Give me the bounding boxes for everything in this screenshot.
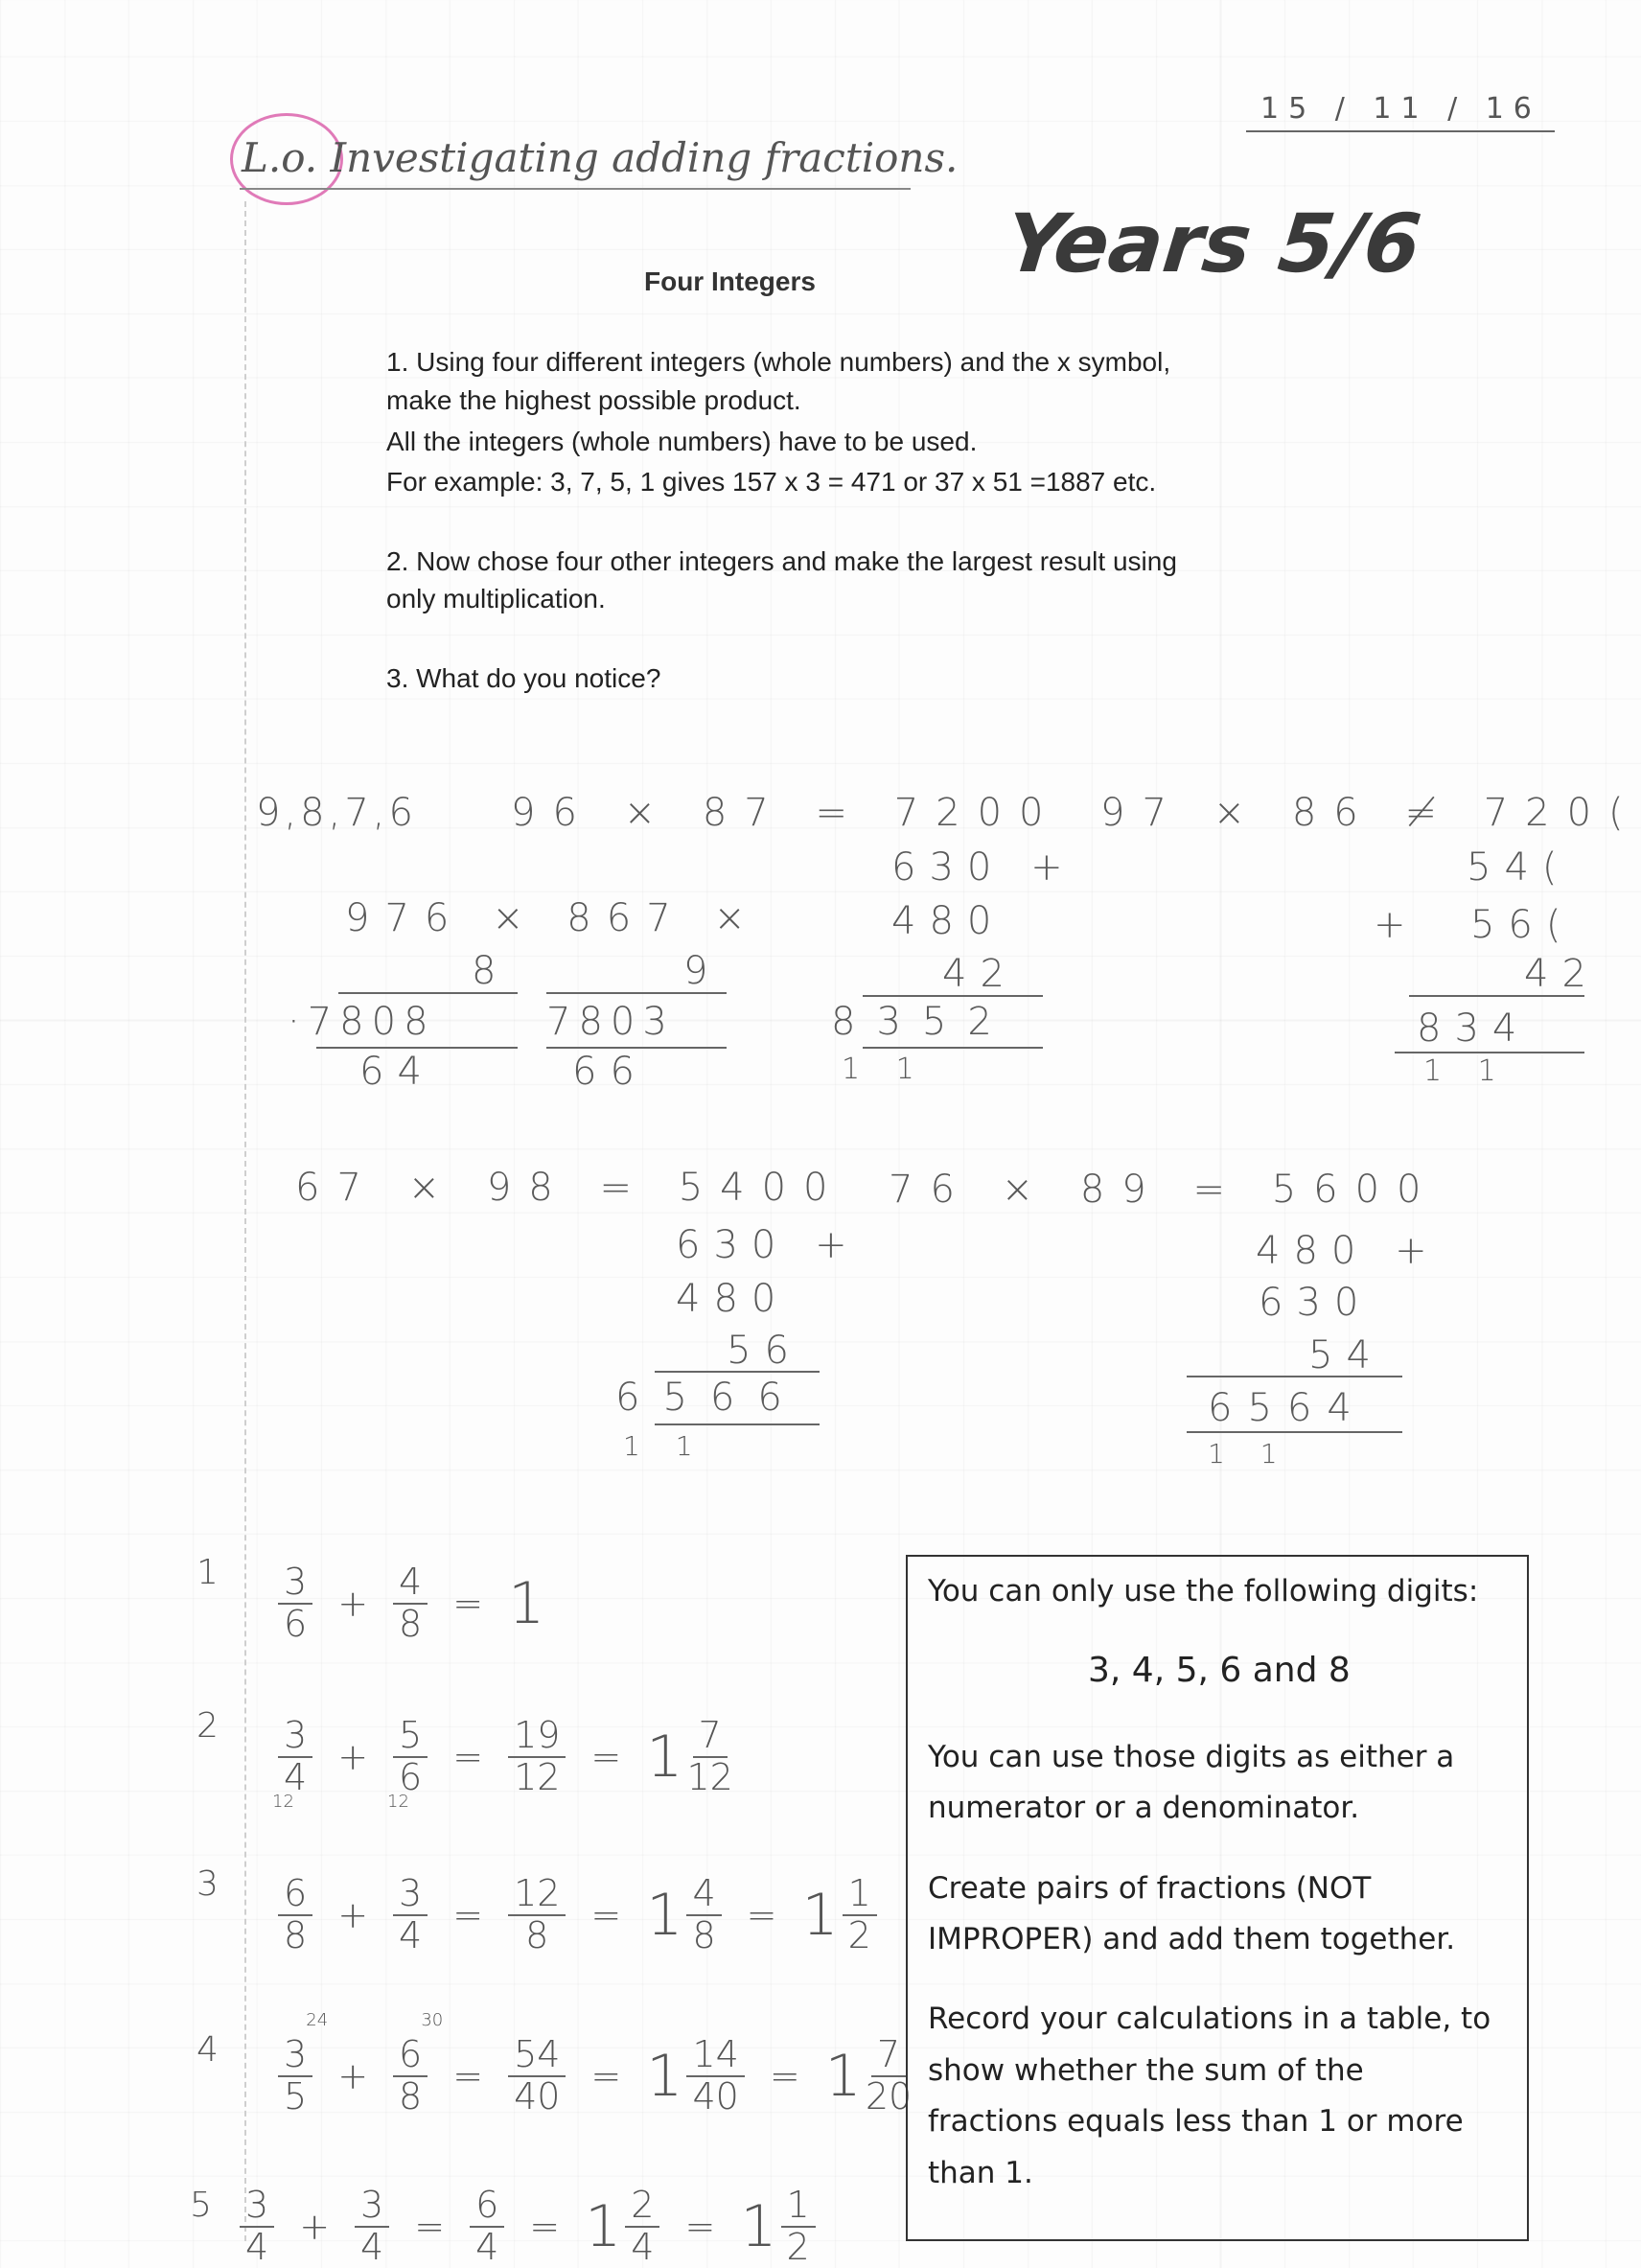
fraction [240,2186,274,2268]
lo-label: L.o. [242,134,318,181]
multiplication-row: 976 × 867 × [345,896,761,940]
task-text: You can use those digits as either a [928,1740,1455,1774]
fraction-row [240,2186,816,2268]
scaled-numerator-note: 30 [421,2010,444,2030]
denominator: 8 [284,1913,308,1956]
denominator: 8 [525,1913,549,1956]
numerator: 3 [355,2186,389,2228]
operator: + [337,1582,369,1625]
operator: = [452,1893,484,1936]
fraction [686,1874,721,1956]
denominator: 8 [692,1913,716,1956]
equation-4: 76 × 89 = 5600 [889,1168,1439,1212]
denominator: 12 [514,1755,561,1798]
sum-line [1187,1431,1402,1433]
mixed-number [646,1716,733,1798]
learning-objective [242,134,958,181]
operator: = [590,1893,622,1936]
fraction [355,2186,389,2268]
fraction [272,1714,312,1812]
carry: 1 1 [1423,1054,1510,1088]
product-line [546,992,727,994]
sum-line [1395,1052,1584,1053]
denominator: 4 [284,1755,308,1798]
numerator: 3 [240,2186,274,2228]
sum-line [863,995,1043,997]
denominator: 6 [399,1755,423,1798]
numerator: 6 [278,1874,312,1916]
partial: 630 [1259,1281,1373,1325]
whole-part: 1 [646,1881,683,1949]
numerator: 3 [393,1874,428,1916]
denominator: 8 [399,2074,423,2118]
operator: = [452,1582,484,1625]
mixed-number [646,2035,745,2118]
instruction-line: For example: 3, 7, 5, 1 gives 157 x 3 = 471 or 37 x 51 =1887 etc. [386,467,1157,497]
mixed-number [740,2186,815,2268]
equation-3: 67 × 98 = 5400 [295,1166,845,1210]
carry: 1 1 [842,1053,928,1086]
common-denominator-note: 12 [387,1791,409,1812]
partial: 42 [1524,952,1600,996]
operator: + [337,2054,369,2097]
denominator: 20 [865,2074,913,2118]
numerator: 3 [278,1716,312,1758]
denominator: 4 [245,2225,269,2268]
carry: 1 1 [1208,1438,1291,1470]
sum-line [1187,1376,1402,1377]
total: 8352 [831,1000,1013,1044]
numerator: 5 [393,1716,428,1758]
carry: 66 [572,1050,648,1094]
denominator: 40 [692,2074,739,2118]
whole-part: 1 [824,2042,862,2110]
operator: = [746,1893,777,1936]
margin-line [244,201,246,2241]
years-label: Years 5/6 [1001,197,1426,290]
mixed-number [825,2035,913,2118]
sum-line [655,1423,820,1425]
row-number: 3 [196,1864,219,1904]
numerator: 3 [278,1562,312,1605]
operator: = [452,1735,484,1778]
fraction-row [272,1714,733,1812]
instruction-line: 2. Now chose four other integers and make the largest result using [386,546,1177,576]
whole-part: 1 [646,2042,683,2110]
denominator: 2 [847,1913,871,1956]
operator: + [337,1735,369,1778]
fraction [508,1874,566,1956]
instruction-line: only multiplication. [386,584,606,613]
denominator: 4 [631,2225,655,2268]
fraction-row [278,1562,544,1645]
multiplier: 8 [472,949,510,993]
partial: 480 [891,899,1005,943]
denominator: 2 [786,2225,810,2268]
chosen-digits: 9,8,7,6 [256,791,417,835]
sum-line [655,1371,820,1373]
numerator: 4 [393,1562,428,1605]
fraction [508,1716,566,1798]
allowed-digits: 3, 4, 5, 6 and 8 [1088,1651,1351,1690]
carry: 64 [359,1050,435,1094]
denominator: 12 [686,1755,733,1798]
numerator: 1 [781,2186,816,2228]
row-number: 5 [190,2186,212,2225]
equation-1: 96 × 87 = 7200 [511,791,1061,835]
mixed-number [585,2186,659,2268]
numerator: 19 [508,1716,566,1758]
numerator: 2 [625,2186,659,2228]
operator: = [590,1735,622,1778]
product-line [316,1047,518,1049]
numerator: 4 [686,1874,721,1916]
title-underline [240,188,911,190]
fraction [866,2035,912,2118]
operator: = [684,2205,716,2248]
fraction [508,2035,566,2118]
row-number: 4 [196,2030,219,2070]
fraction [470,2186,504,2268]
operator: = [452,2054,484,2097]
product-line [338,992,518,994]
denominator: 40 [514,2074,561,2118]
denominator: 4 [360,2225,384,2268]
fraction-row [278,1874,877,1956]
partial: 56 [727,1329,802,1373]
row-number: 2 [196,1706,219,1746]
numerator: 7 [871,2035,906,2077]
whole-part: 1 [508,1569,545,1637]
mixed-number [801,1874,876,1956]
equation-2: 97 × 86 ≠ 720( [1100,791,1641,835]
numerator: 14 [686,2035,744,2077]
fraction-row [278,2010,913,2118]
operator: = [529,2205,561,2248]
fraction [686,2035,744,2118]
mixed-number [646,1874,721,1956]
partial: 630 + [891,845,1076,890]
partial: 480 + [1256,1229,1441,1273]
mixed-number [508,1570,544,1637]
partial: + 56( [1374,903,1575,947]
numerator: 6 [470,2186,504,2228]
fraction [278,1874,312,1956]
task-text: Create pairs of fractions (NOT [928,1871,1372,1906]
instruction-line: 1. Using four different integers (whole numbers) and the x symbol, [386,347,1171,377]
fraction [393,2010,444,2118]
fraction [781,2186,816,2268]
denominator: 6 [284,1602,308,1645]
total: 6566 [615,1376,805,1420]
product: 7803 [546,1000,675,1044]
operator: = [769,2054,800,2097]
fraction [393,1874,428,1956]
whole-part: 1 [646,1723,683,1791]
fraction [387,1714,428,1812]
task-text: numerator or a denominator. [928,1791,1360,1825]
numerator: 6 [393,2035,428,2077]
sum-line [863,1047,1043,1049]
task-text: show whether the sum of the [928,2053,1364,2088]
partial: 42 [942,952,1018,996]
numerator: 1 [843,1874,877,1916]
partial: 54 [1308,1333,1384,1377]
row-number: 1 [196,1553,219,1592]
fraction [278,2010,329,2118]
lo-title: Investigating adding fractions. [330,134,959,181]
whole-part: 1 [740,2192,777,2260]
fraction [393,1562,428,1645]
total: 6564 [1208,1386,1367,1430]
sum-line [1409,995,1584,997]
total: 834 [1417,1007,1531,1051]
partial: 480 [676,1277,790,1321]
fraction [843,1874,877,1956]
worksheet-heading: Four Integers [644,266,816,296]
common-denominator-note: 12 [272,1791,294,1812]
whole-part: 1 [585,2192,622,2260]
product-line [546,1047,727,1049]
task-text: fractions equals less than 1 or more [928,2104,1464,2139]
task-text: IMPROPER) and add them together. [928,1922,1456,1956]
fraction [278,1562,312,1645]
partial: 54( [1467,845,1571,890]
instruction-line: All the integers (whole numbers) have to be used. [386,427,978,456]
denominator: 4 [475,2225,499,2268]
denominator: 8 [399,1602,423,1645]
denominator: 5 [284,2074,308,2118]
denominator: 4 [399,1913,423,1956]
date-underline [1246,130,1555,132]
numerator: 7 [693,1716,728,1758]
operator: = [414,2205,446,2248]
task-text: than 1. [928,2156,1033,2190]
carry: 1 1 [623,1430,706,1462]
instruction-line: make the highest possible product. [386,385,801,415]
date: 15 / 11 / 16 [1260,92,1541,126]
fraction [625,2186,659,2268]
numerator: 3 [278,2035,312,2077]
partial: 630 + [676,1223,861,1267]
task-text: Record your calculations in a table, to [928,2002,1491,2036]
multiplier: 9 [683,949,722,993]
numerator: 54 [508,2035,566,2077]
operator: + [299,2205,331,2248]
product: ·7808 [288,1000,436,1044]
task-text: You can only use the following digits: [928,1574,1479,1608]
operator: + [337,1893,369,1936]
fraction [686,1716,732,1798]
scaled-numerator-note: 24 [306,2010,329,2030]
numerator: 12 [508,1874,566,1916]
operator: = [590,2054,622,2097]
whole-part: 1 [801,1881,839,1949]
instruction-line: 3. What do you notice? [386,663,661,693]
